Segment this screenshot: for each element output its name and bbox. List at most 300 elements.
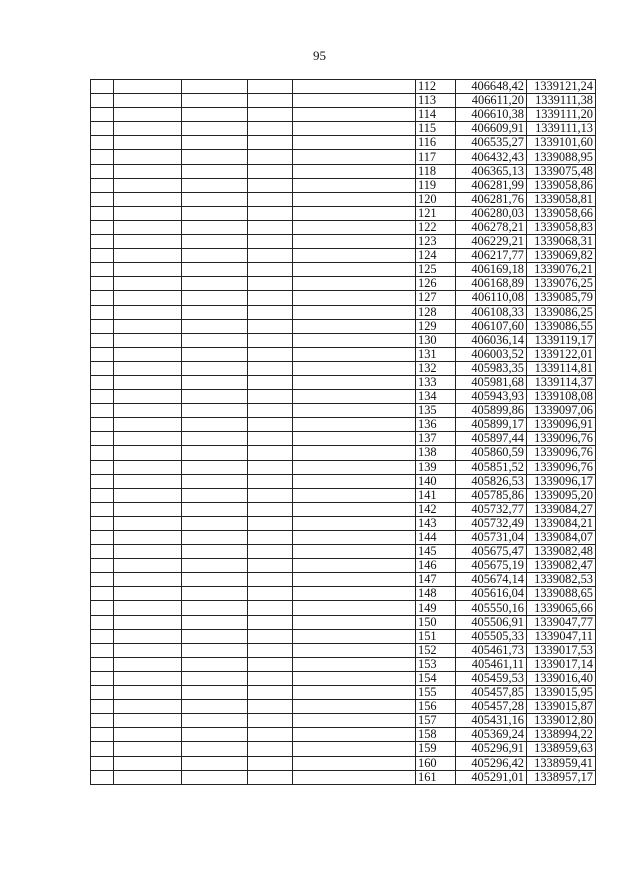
y-coordinate-cell: 1339111,38 (527, 94, 596, 108)
empty-cell (91, 347, 114, 361)
x-coordinate-cell: 405732,49 (456, 516, 527, 530)
empty-cell (182, 728, 248, 742)
empty-cell (182, 418, 248, 432)
empty-cell (293, 573, 416, 587)
y-coordinate-cell: 1339096,91 (527, 418, 596, 432)
x-coordinate-cell: 405983,35 (456, 361, 527, 375)
point-number-cell: 124 (416, 249, 456, 263)
y-coordinate-cell: 1339076,21 (527, 263, 596, 277)
y-coordinate-cell: 1339047,11 (527, 629, 596, 643)
point-number-cell: 147 (416, 573, 456, 587)
x-coordinate-cell: 405431,16 (456, 714, 527, 728)
point-number-cell: 119 (416, 178, 456, 192)
empty-cell (91, 333, 114, 347)
empty-cell (248, 728, 293, 742)
x-coordinate-cell: 406610,38 (456, 108, 527, 122)
point-number-cell: 140 (416, 474, 456, 488)
empty-cell (248, 686, 293, 700)
empty-cell (293, 235, 416, 249)
empty-cell (91, 136, 114, 150)
empty-cell (114, 587, 182, 601)
empty-cell (114, 686, 182, 700)
x-coordinate-cell: 405506,91 (456, 615, 527, 629)
empty-cell (182, 178, 248, 192)
empty-cell (293, 502, 416, 516)
table-row (91, 686, 596, 700)
empty-cell (293, 122, 416, 136)
point-number-cell: 130 (416, 333, 456, 347)
x-coordinate-cell: 406168,89 (456, 277, 527, 291)
empty-cell (248, 488, 293, 502)
empty-cell (182, 601, 248, 615)
x-coordinate-cell: 406169,18 (456, 263, 527, 277)
y-coordinate-cell: 1339097,06 (527, 404, 596, 418)
table-row (91, 418, 596, 432)
table-row (91, 460, 596, 474)
empty-cell (248, 361, 293, 375)
x-coordinate-cell: 405899,86 (456, 404, 527, 418)
point-number-cell: 153 (416, 657, 456, 671)
empty-cell (248, 460, 293, 474)
empty-cell (114, 756, 182, 770)
x-coordinate-cell: 405981,68 (456, 375, 527, 389)
empty-cell (91, 742, 114, 756)
empty-cell (248, 418, 293, 432)
point-number-cell: 127 (416, 291, 456, 305)
empty-cell (91, 587, 114, 601)
x-coordinate-cell: 405732,77 (456, 502, 527, 516)
y-coordinate-cell: 1339084,21 (527, 516, 596, 530)
table-row (91, 108, 596, 122)
y-coordinate-cell: 1339015,95 (527, 686, 596, 700)
empty-cell (114, 206, 182, 220)
empty-cell (248, 657, 293, 671)
y-coordinate-cell: 1339108,08 (527, 390, 596, 404)
table-row (91, 671, 596, 685)
table-body (91, 80, 596, 785)
empty-cell (91, 305, 114, 319)
empty-cell (91, 756, 114, 770)
y-coordinate-cell: 1339058,66 (527, 206, 596, 220)
table-row (91, 192, 596, 206)
empty-cell (114, 164, 182, 178)
table-row (91, 728, 596, 742)
table-row (91, 178, 596, 192)
empty-cell (293, 615, 416, 629)
table-row (91, 573, 596, 587)
empty-cell (114, 291, 182, 305)
point-number-cell: 132 (416, 361, 456, 375)
empty-cell (248, 502, 293, 516)
point-number-cell: 143 (416, 516, 456, 530)
empty-cell (91, 573, 114, 587)
point-number-cell: 118 (416, 164, 456, 178)
x-coordinate-cell: 406036,14 (456, 333, 527, 347)
empty-cell (91, 404, 114, 418)
empty-cell (114, 305, 182, 319)
empty-cell (91, 108, 114, 122)
empty-cell (248, 700, 293, 714)
x-coordinate-cell: 405675,19 (456, 559, 527, 573)
empty-cell (293, 291, 416, 305)
empty-cell (91, 460, 114, 474)
empty-cell (91, 432, 114, 446)
x-coordinate-cell: 406281,99 (456, 178, 527, 192)
empty-cell (182, 164, 248, 178)
empty-cell (182, 545, 248, 559)
table-row (91, 587, 596, 601)
empty-cell (91, 277, 114, 291)
empty-cell (248, 474, 293, 488)
table-row (91, 122, 596, 136)
y-coordinate-cell: 1339096,76 (527, 460, 596, 474)
empty-cell (114, 390, 182, 404)
empty-cell (293, 728, 416, 742)
empty-cell (114, 770, 182, 784)
x-coordinate-cell: 406365,13 (456, 164, 527, 178)
empty-cell (114, 192, 182, 206)
empty-cell (91, 657, 114, 671)
empty-cell (182, 446, 248, 460)
empty-cell (293, 587, 416, 601)
empty-cell (248, 545, 293, 559)
point-number-cell: 115 (416, 122, 456, 136)
table-row (91, 347, 596, 361)
empty-cell (293, 94, 416, 108)
empty-cell (91, 474, 114, 488)
empty-cell (91, 643, 114, 657)
x-coordinate-cell: 406648,42 (456, 80, 527, 94)
empty-cell (182, 361, 248, 375)
empty-cell (182, 770, 248, 784)
x-coordinate-cell: 405616,04 (456, 587, 527, 601)
table-row (91, 643, 596, 657)
point-number-cell: 117 (416, 150, 456, 164)
empty-cell (114, 559, 182, 573)
point-number-cell: 112 (416, 80, 456, 94)
y-coordinate-cell: 1339095,20 (527, 488, 596, 502)
empty-cell (293, 249, 416, 263)
empty-cell (293, 277, 416, 291)
empty-cell (248, 333, 293, 347)
empty-cell (114, 615, 182, 629)
table-row (91, 404, 596, 418)
empty-cell (293, 531, 416, 545)
x-coordinate-cell: 405505,33 (456, 629, 527, 643)
y-coordinate-cell: 1339082,48 (527, 545, 596, 559)
empty-cell (91, 686, 114, 700)
table-row (91, 770, 596, 784)
empty-cell (91, 728, 114, 742)
empty-cell (91, 418, 114, 432)
empty-cell (91, 235, 114, 249)
empty-cell (248, 319, 293, 333)
point-number-cell: 122 (416, 220, 456, 234)
x-coordinate-cell: 405785,86 (456, 488, 527, 502)
empty-cell (293, 643, 416, 657)
empty-cell (182, 516, 248, 530)
empty-cell (293, 361, 416, 375)
table-row (91, 516, 596, 530)
x-coordinate-cell: 405943,93 (456, 390, 527, 404)
point-number-cell: 144 (416, 531, 456, 545)
y-coordinate-cell: 1339121,24 (527, 80, 596, 94)
empty-cell (182, 390, 248, 404)
x-coordinate-cell: 405461,73 (456, 643, 527, 657)
empty-cell (182, 136, 248, 150)
point-number-cell: 156 (416, 700, 456, 714)
empty-cell (182, 108, 248, 122)
point-number-cell: 137 (416, 432, 456, 446)
empty-cell (91, 178, 114, 192)
y-coordinate-cell: 1339086,25 (527, 305, 596, 319)
point-number-cell: 116 (416, 136, 456, 150)
point-number-cell: 138 (416, 446, 456, 460)
empty-cell (248, 643, 293, 657)
x-coordinate-cell: 406280,03 (456, 206, 527, 220)
empty-cell (293, 178, 416, 192)
y-coordinate-cell: 1339012,80 (527, 714, 596, 728)
empty-cell (182, 305, 248, 319)
empty-cell (114, 502, 182, 516)
point-number-cell: 146 (416, 559, 456, 573)
empty-cell (293, 164, 416, 178)
table-row (91, 319, 596, 333)
y-coordinate-cell: 1339017,14 (527, 657, 596, 671)
empty-cell (248, 671, 293, 685)
empty-cell (91, 206, 114, 220)
table-row (91, 502, 596, 516)
y-coordinate-cell: 1339101,60 (527, 136, 596, 150)
empty-cell (114, 404, 182, 418)
empty-cell (91, 263, 114, 277)
table-row (91, 700, 596, 714)
table-row (91, 94, 596, 108)
empty-cell (182, 94, 248, 108)
x-coordinate-cell: 405459,53 (456, 671, 527, 685)
y-coordinate-cell: 1339111,13 (527, 122, 596, 136)
empty-cell (293, 559, 416, 573)
empty-cell (182, 404, 248, 418)
point-number-cell: 161 (416, 770, 456, 784)
empty-cell (91, 502, 114, 516)
y-coordinate-cell: 1339088,65 (527, 587, 596, 601)
empty-cell (293, 432, 416, 446)
empty-cell (182, 192, 248, 206)
x-coordinate-cell: 406003,52 (456, 347, 527, 361)
empty-cell (182, 615, 248, 629)
empty-cell (248, 742, 293, 756)
empty-cell (293, 404, 416, 418)
empty-cell (182, 291, 248, 305)
y-coordinate-cell: 1339082,47 (527, 559, 596, 573)
empty-cell (114, 150, 182, 164)
empty-cell (114, 601, 182, 615)
empty-cell (114, 446, 182, 460)
empty-cell (182, 671, 248, 685)
empty-cell (114, 122, 182, 136)
table-row (91, 742, 596, 756)
empty-cell (182, 460, 248, 474)
y-coordinate-cell: 1339085,79 (527, 291, 596, 305)
empty-cell (248, 178, 293, 192)
x-coordinate-cell: 405296,42 (456, 756, 527, 770)
empty-cell (182, 742, 248, 756)
empty-cell (182, 122, 248, 136)
table-row (91, 150, 596, 164)
x-coordinate-cell: 405674,14 (456, 573, 527, 587)
x-coordinate-cell: 405461,11 (456, 657, 527, 671)
x-coordinate-cell: 406217,77 (456, 249, 527, 263)
empty-cell (293, 714, 416, 728)
x-coordinate-cell: 405369,24 (456, 728, 527, 742)
x-coordinate-cell: 406110,08 (456, 291, 527, 305)
empty-cell (182, 573, 248, 587)
point-number-cell: 150 (416, 615, 456, 629)
x-coordinate-cell: 406535,27 (456, 136, 527, 150)
y-coordinate-cell: 1339096,76 (527, 432, 596, 446)
empty-cell (114, 432, 182, 446)
empty-cell (248, 94, 293, 108)
empty-cell (248, 601, 293, 615)
y-coordinate-cell: 1339084,07 (527, 531, 596, 545)
y-coordinate-cell: 1339075,48 (527, 164, 596, 178)
table-row (91, 559, 596, 573)
point-number-cell: 120 (416, 192, 456, 206)
y-coordinate-cell: 1339076,25 (527, 277, 596, 291)
table-row (91, 80, 596, 94)
empty-cell (114, 220, 182, 234)
empty-cell (293, 686, 416, 700)
empty-cell (91, 488, 114, 502)
x-coordinate-cell: 406609,91 (456, 122, 527, 136)
empty-cell (248, 263, 293, 277)
table-row (91, 615, 596, 629)
y-coordinate-cell: 1339016,40 (527, 671, 596, 685)
y-coordinate-cell: 1339084,27 (527, 502, 596, 516)
point-number-cell: 151 (416, 629, 456, 643)
empty-cell (91, 80, 114, 94)
x-coordinate-cell: 406611,20 (456, 94, 527, 108)
empty-cell (248, 375, 293, 389)
table-row (91, 235, 596, 249)
empty-cell (114, 516, 182, 530)
table-row (91, 206, 596, 220)
empty-cell (293, 206, 416, 220)
x-coordinate-cell: 405897,44 (456, 432, 527, 446)
point-number-cell: 154 (416, 671, 456, 685)
empty-cell (91, 446, 114, 460)
y-coordinate-cell: 1339088,95 (527, 150, 596, 164)
table-row (91, 333, 596, 347)
y-coordinate-cell: 1339086,55 (527, 319, 596, 333)
empty-cell (114, 319, 182, 333)
empty-cell (293, 756, 416, 770)
x-coordinate-cell: 406107,60 (456, 319, 527, 333)
y-coordinate-cell: 1339122,01 (527, 347, 596, 361)
empty-cell (293, 192, 416, 206)
empty-cell (293, 108, 416, 122)
y-coordinate-cell: 1339082,53 (527, 573, 596, 587)
point-number-cell: 123 (416, 235, 456, 249)
empty-cell (248, 559, 293, 573)
empty-cell (91, 390, 114, 404)
x-coordinate-cell: 405826,53 (456, 474, 527, 488)
empty-cell (293, 700, 416, 714)
empty-cell (248, 305, 293, 319)
empty-cell (91, 601, 114, 615)
empty-cell (91, 770, 114, 784)
empty-cell (91, 361, 114, 375)
point-number-cell: 159 (416, 742, 456, 756)
point-number-cell: 149 (416, 601, 456, 615)
empty-cell (248, 516, 293, 530)
table-row (91, 629, 596, 643)
table-row (91, 657, 596, 671)
empty-cell (182, 488, 248, 502)
empty-cell (248, 432, 293, 446)
empty-cell (182, 80, 248, 94)
table-row (91, 531, 596, 545)
empty-cell (248, 573, 293, 587)
empty-cell (182, 277, 248, 291)
y-coordinate-cell: 1339069,82 (527, 249, 596, 263)
empty-cell (91, 164, 114, 178)
empty-cell (91, 192, 114, 206)
empty-cell (114, 488, 182, 502)
empty-cell (182, 150, 248, 164)
empty-cell (91, 291, 114, 305)
x-coordinate-cell: 405675,47 (456, 545, 527, 559)
table-row (91, 305, 596, 319)
empty-cell (91, 150, 114, 164)
x-coordinate-cell: 406281,76 (456, 192, 527, 206)
table-row (91, 263, 596, 277)
empty-cell (248, 615, 293, 629)
empty-cell (293, 545, 416, 559)
empty-cell (293, 136, 416, 150)
empty-cell (293, 80, 416, 94)
empty-cell (248, 108, 293, 122)
empty-cell (114, 375, 182, 389)
empty-cell (293, 220, 416, 234)
x-coordinate-cell: 405899,17 (456, 418, 527, 432)
y-coordinate-cell: 1339096,17 (527, 474, 596, 488)
empty-cell (91, 714, 114, 728)
empty-cell (293, 488, 416, 502)
y-coordinate-cell: 1338959,41 (527, 756, 596, 770)
empty-cell (182, 756, 248, 770)
table-row (91, 249, 596, 263)
empty-cell (182, 375, 248, 389)
table-row (91, 601, 596, 615)
empty-cell (182, 333, 248, 347)
empty-cell (293, 601, 416, 615)
x-coordinate-cell: 405291,01 (456, 770, 527, 784)
y-coordinate-cell: 1338959,63 (527, 742, 596, 756)
empty-cell (91, 545, 114, 559)
empty-cell (248, 629, 293, 643)
empty-cell (248, 136, 293, 150)
empty-cell (91, 700, 114, 714)
empty-cell (248, 531, 293, 545)
empty-cell (293, 333, 416, 347)
table-row (91, 714, 596, 728)
empty-cell (114, 136, 182, 150)
y-coordinate-cell: 1339119,17 (527, 333, 596, 347)
empty-cell (182, 657, 248, 671)
empty-cell (182, 206, 248, 220)
